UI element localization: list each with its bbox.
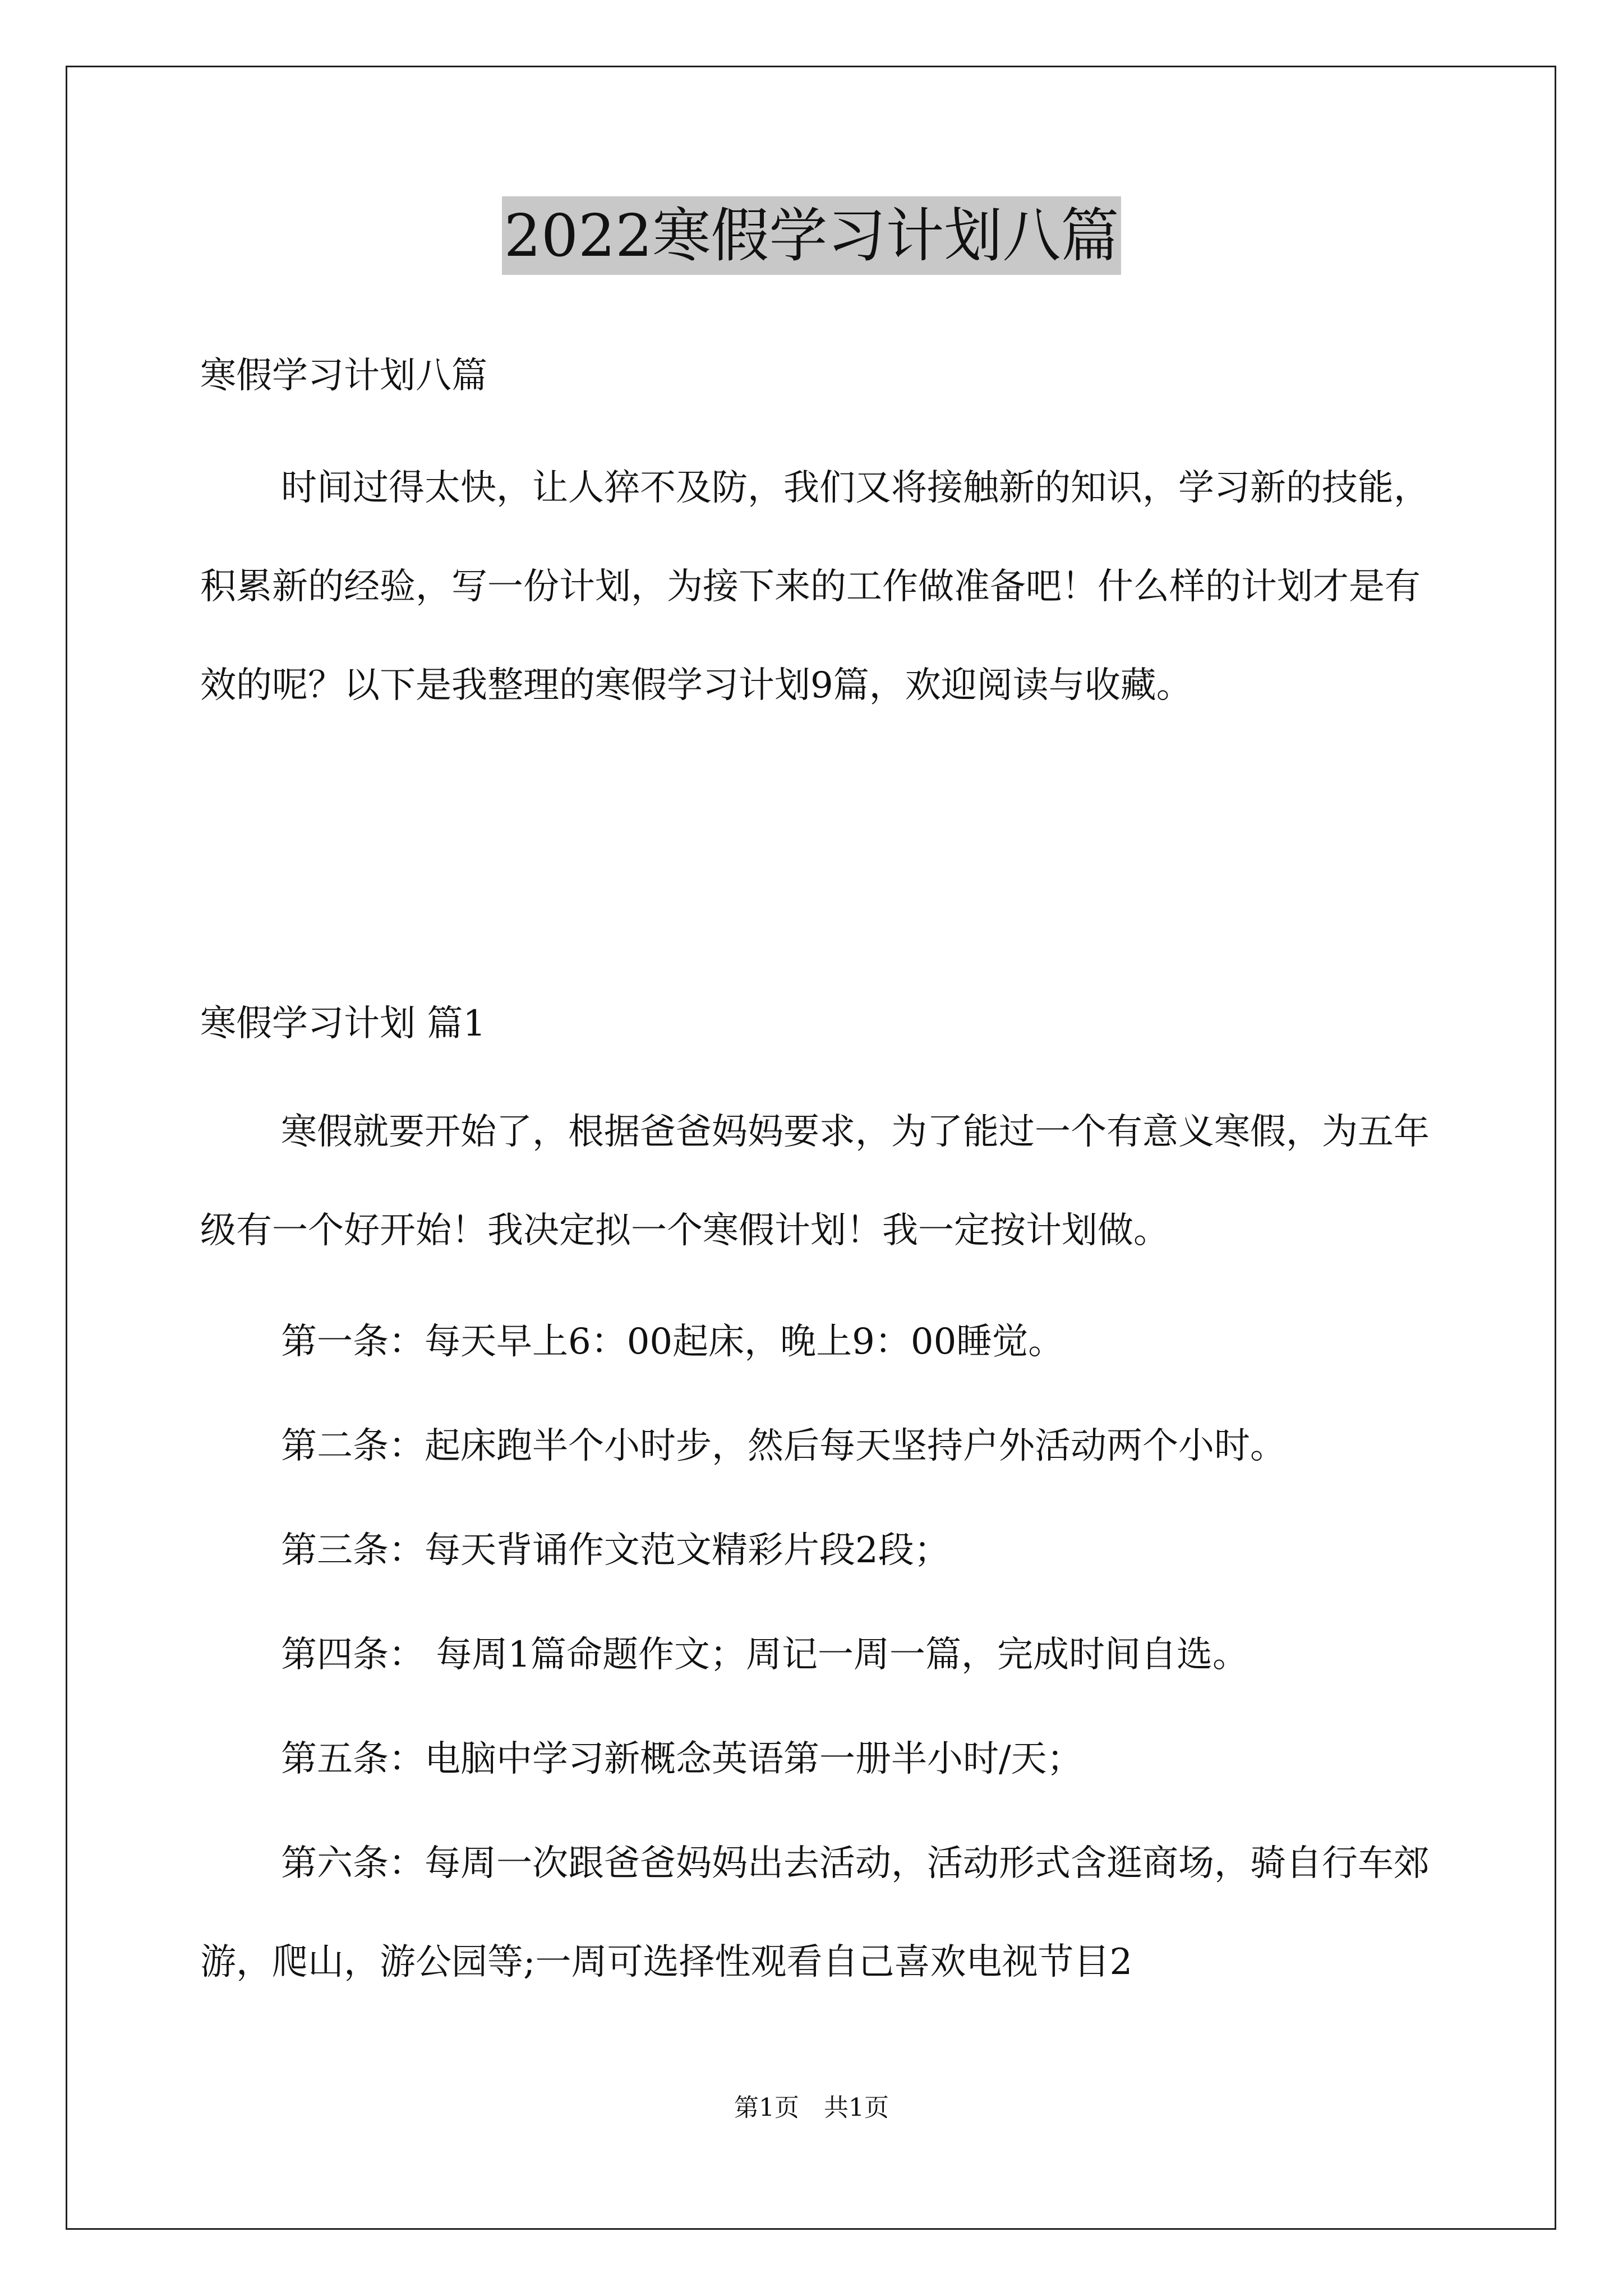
rule-item: 第二条：起床跑半个小时步，然后每天坚持户外活动两个小时。 bbox=[281, 1425, 1286, 1467]
section-heading: 寒假学习计划 篇1 bbox=[200, 1003, 486, 1045]
rule-item: 第五条：电脑中学习新概念英语第一册半小时/天； bbox=[281, 1738, 1083, 1780]
intro-paragraph: 时间过得太快，让人猝不及防，我们又将接触新的知识，学习新的技能，积累新的经验，写一份计划，为接下来的工作做准备吧！什么样的计划才是有效的呢？以下是我整理的寒假学习计划9篇，欢迎阅读与收藏。 bbox=[200, 467, 1430, 706]
title-container bbox=[0, 196, 1623, 275]
rule-item: 第六条：每周一次跟爸爸妈妈出去活动，活动形式含逛商场，骑自行车郊游，爬山，游公园等;一周可选择性观看自己喜欢电视节目2 bbox=[200, 1843, 1430, 1983]
rule-item: 第一条：每天早上6：00起床，晚上9：00睡觉。 bbox=[281, 1321, 1064, 1363]
document-title: 2022寒假学习计划八篇 bbox=[502, 196, 1122, 275]
rule-item: 第三条：每天背诵作文范文精彩片段2段； bbox=[281, 1530, 950, 1571]
page-footer: 第1页 共1页 bbox=[734, 2093, 889, 2122]
document-subtitle: 寒假学习计划八篇 bbox=[200, 355, 487, 397]
section-paragraph: 寒假就要开始了，根据爸爸妈妈要求，为了能过一个有意义寒假，为五年级有一个好开始！我决定拟一个寒假计划！我一定按计划做。 bbox=[200, 1111, 1430, 1251]
rule-item: 第四条： 每周1篇命题作文；周记一周一篇，完成时间自选。 bbox=[281, 1634, 1249, 1676]
